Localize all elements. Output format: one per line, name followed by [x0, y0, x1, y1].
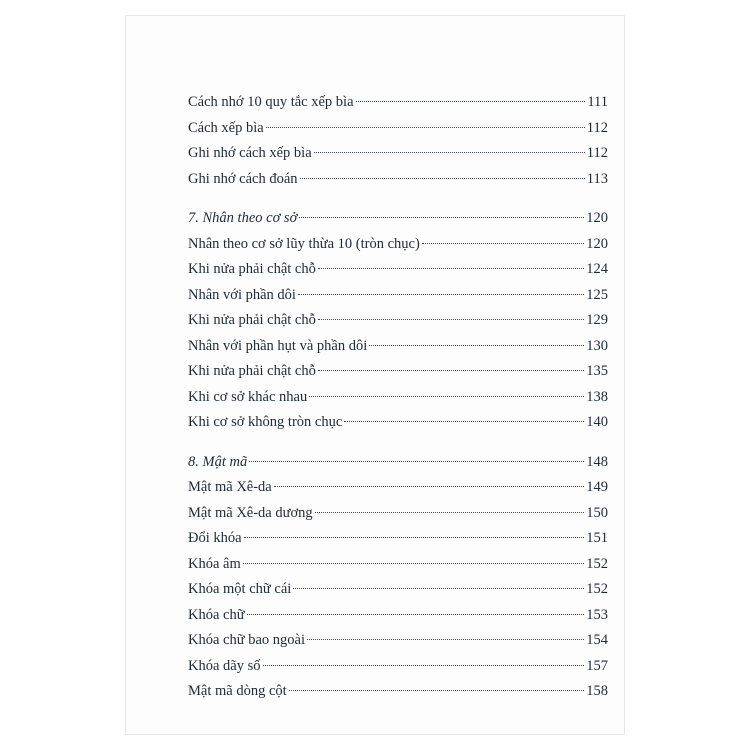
toc-entry-page: 112 — [586, 145, 608, 161]
dot-leader — [293, 587, 584, 589]
chapter-title: 8. Mật mã — [188, 453, 248, 470]
chapter-title: 7. Nhân theo cơ sở — [188, 210, 298, 226]
toc-entry-page: 130 — [586, 337, 608, 354]
toc-entry-page: 154 — [586, 632, 608, 648]
toc-entry-title: Đổi khóa — [188, 530, 242, 546]
toc-entry-title: Cách xếp bìa — [188, 119, 264, 136]
dot-leader — [315, 511, 585, 513]
chapter-page: 148 — [586, 453, 608, 470]
section-gap — [188, 436, 608, 450]
dot-leader — [422, 242, 584, 244]
toc-entry — [188, 334, 608, 360]
dot-leader — [266, 126, 585, 128]
toc-entry — [188, 552, 608, 578]
toc-entry-title: Khóa dãy số — [188, 657, 261, 674]
toc-entry-title: Khi nửa phải chật chỗ — [188, 312, 316, 328]
toc-entry-title: Khóa một chữ cái — [188, 581, 292, 597]
dot-leader — [244, 536, 585, 538]
toc-chapter-heading — [188, 450, 608, 476]
toc-entry-page: 151 — [586, 530, 608, 546]
toc-entry — [188, 628, 608, 654]
toc-entry — [188, 654, 608, 680]
toc-entry-page: 149 — [586, 479, 608, 495]
dot-leader — [300, 177, 585, 179]
toc-entry-title: Khóa chữ bao ngoài — [188, 632, 305, 648]
dot-leader — [309, 395, 584, 397]
toc-entry — [188, 232, 608, 258]
dot-leader — [369, 344, 584, 346]
toc-entry — [188, 577, 608, 603]
toc-entry — [188, 167, 608, 193]
dot-leader — [318, 267, 584, 269]
dot-leader — [289, 689, 585, 691]
toc-entry — [188, 475, 608, 501]
toc-entry — [188, 526, 608, 552]
dot-leader — [247, 613, 585, 615]
toc-entry-page: 138 — [586, 388, 608, 405]
toc-entry-title: Mật mã Xê-da dương — [188, 504, 313, 521]
toc-entry-title: Khi cơ sở không tròn chục — [188, 414, 343, 430]
toc-entry-page: 152 — [586, 581, 608, 597]
toc-entry-title: Ghi nhớ cách xếp bìa — [188, 145, 312, 161]
toc-entry — [188, 501, 608, 527]
toc-entry-title: Mật mã dòng cột — [188, 683, 287, 699]
toc-entry-title: Nhân với phần hụt và phần dôi — [188, 337, 368, 354]
toc-entry-page: 150 — [586, 504, 608, 521]
toc-entry-title: Ghi nhớ cách đoán — [188, 170, 298, 187]
toc-entry-title: Khóa chữ — [188, 606, 245, 623]
toc-entry-title: Khóa âm — [188, 555, 241, 572]
chapter-page: 120 — [586, 210, 608, 226]
toc-entry-page: 113 — [586, 170, 608, 187]
dot-leader — [263, 664, 585, 666]
table-of-contents — [188, 90, 608, 705]
dot-leader — [249, 460, 584, 462]
toc-entry — [188, 410, 608, 436]
toc-entry — [188, 359, 608, 385]
toc-entry-title: Khi cơ sở khác nhau — [188, 388, 308, 405]
toc-entry-title: Khi nửa phải chật chỗ — [188, 261, 316, 277]
toc-entry-page: 111 — [587, 94, 608, 110]
toc-entry — [188, 308, 608, 334]
toc-entry-page: 157 — [586, 657, 608, 674]
dot-leader — [314, 151, 585, 153]
toc-entry-page: 112 — [586, 119, 608, 136]
dot-leader — [318, 369, 584, 371]
dot-leader — [318, 318, 584, 320]
toc-entry — [188, 257, 608, 283]
section-gap — [188, 192, 608, 206]
dot-leader — [299, 216, 584, 218]
toc-entry — [188, 116, 608, 142]
dot-leader — [307, 638, 584, 640]
toc-entry-title: Nhân theo cơ sở lũy thừa 10 (tròn chục) — [188, 235, 420, 252]
toc-entry-page: 153 — [586, 606, 608, 623]
dot-leader — [298, 293, 584, 295]
toc-entry-page: 124 — [586, 261, 608, 277]
toc-chapter-heading — [188, 206, 608, 232]
toc-entry-page: 120 — [586, 235, 608, 252]
toc-entry — [188, 603, 608, 629]
dot-leader — [274, 485, 585, 487]
toc-entry-page: 152 — [586, 555, 608, 572]
toc-entry — [188, 90, 608, 116]
toc-entry-page: 125 — [586, 286, 608, 303]
toc-entry — [188, 283, 608, 309]
dot-leader — [344, 420, 584, 422]
dot-leader — [356, 100, 586, 102]
toc-entry — [188, 679, 608, 705]
toc-entry-page: 140 — [586, 414, 608, 430]
toc-entry-title: Cách nhớ 10 quy tắc xếp bìa — [188, 94, 354, 110]
toc-entry-title: Khi nửa phải chật chỗ — [188, 363, 316, 379]
toc-entry-title: Mật mã Xê-da — [188, 479, 272, 495]
dot-leader — [243, 562, 585, 564]
toc-entry-page: 129 — [586, 312, 608, 328]
toc-entry-page: 158 — [586, 683, 608, 699]
toc-entry — [188, 141, 608, 167]
toc-entry-title: Nhân với phần dôi — [188, 286, 296, 303]
toc-entry-page: 135 — [586, 363, 608, 379]
toc-entry — [188, 385, 608, 411]
